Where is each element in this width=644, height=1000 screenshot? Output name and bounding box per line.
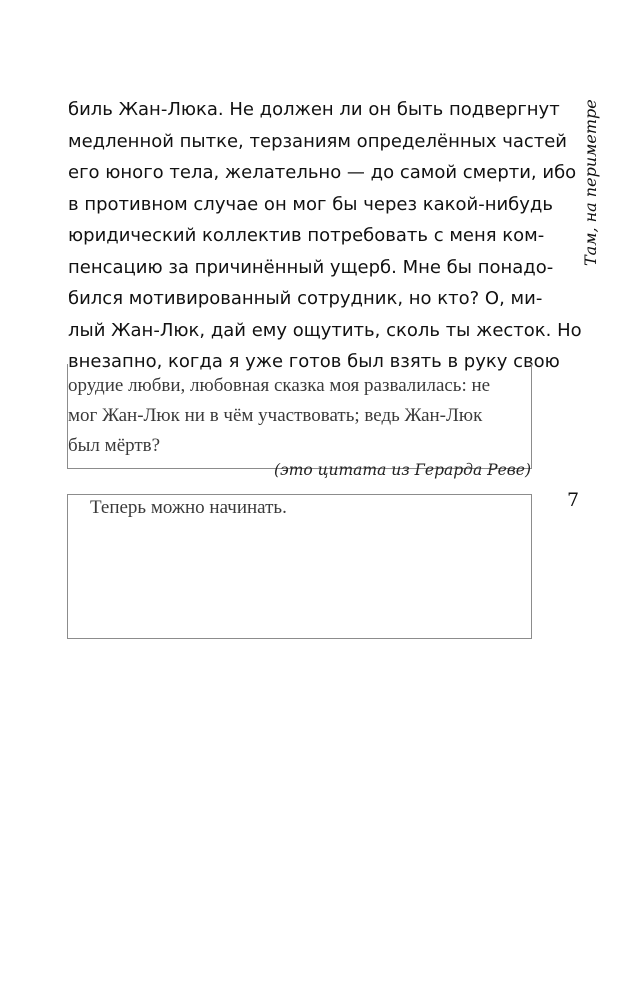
quote-line: был мёртв?	[68, 435, 161, 456]
quote-source: (это цитата из Герарда Реве)	[273, 461, 531, 479]
paragraph-line: его юного тела, желательно — до самой смерти, ибо	[68, 162, 577, 183]
paragraph-line: биль Жан-Люка. Не должен ли он быть подвергнут	[68, 99, 560, 120]
paragraph-line: юридический коллектив потребовать с меня ком-	[68, 225, 545, 246]
quote-line: мог Жан-Люк ни в чём участвовать; ведь Жан-Люк	[68, 405, 483, 426]
start-box-text: Теперь можно начинать.	[90, 497, 287, 518]
page-number: 7	[567, 489, 580, 511]
paragraph-line: медленной пытке, терзаниям определённых частей	[68, 130, 568, 152]
paragraph-line: внезапно, когда я уже готов был взять в руку свою	[68, 351, 560, 372]
main-paragraph	[68, 94, 582, 378]
quote-line: орудие любви, любовная сказка моя развалилась: не	[68, 375, 491, 396]
paragraph-line: пенсацию за причинённый ущерб. Мне бы понадо-	[68, 256, 554, 278]
running-head-text: Там, на периметре	[581, 99, 600, 266]
quote-box	[67, 364, 532, 469]
paragraph-line: бился мотивированный сотрудник, но кто? О, ми-	[68, 288, 543, 309]
paragraph-line: в противном случае он мог бы через какой-нибудь	[68, 193, 553, 215]
start-box[interactable]	[67, 494, 532, 639]
paragraph-line: лый Жан-Люк, дай ему ощутить, сколь ты жесток. Но	[68, 319, 582, 341]
